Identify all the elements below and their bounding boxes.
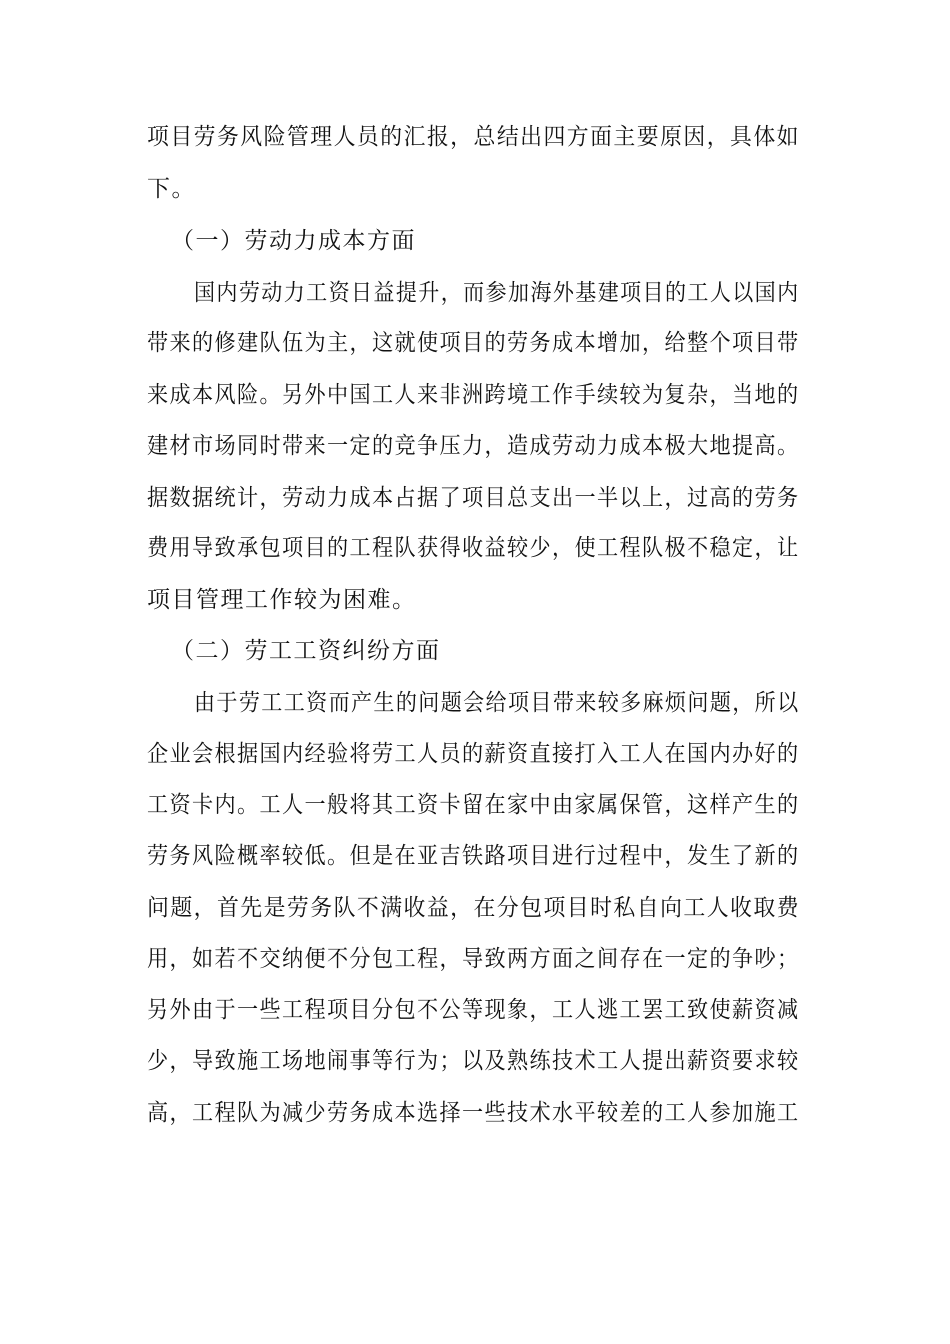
paragraph-2-line-9: 高，工程队为减少劳务成本选择一些技术水平较差的工人参加施工 xyxy=(147,1100,800,1126)
paragraph-1-line-1: 国内劳动力工资日益提升，而参加海外基建项目的工人以国内 xyxy=(194,280,800,306)
paragraph-2-line-4: 劳务风险概率较低。但是在亚吉铁路项目进行过程中，发生了新的 xyxy=(147,843,800,869)
paragraph-intro-line-1: 项目劳务风险管理人员的汇报，总结出四方面主要原因，具体如 xyxy=(147,124,801,150)
paragraph-2-line-7: 另外由于一些工程项目分包不公等现象，工人逃工罢工致使薪资减 xyxy=(147,997,800,1023)
paragraph-1-line-5: 据数据统计，劳动力成本占据了项目总支出一半以上，过高的劳务 xyxy=(147,485,800,511)
section-heading-labor-cost: （一）劳动力成本方面 xyxy=(171,228,416,254)
paragraph-1-line-2: 带来的修建队伍为主，这就使项目的劳务成本增加，给整个项目带 xyxy=(147,330,800,356)
paragraph-intro-line-2: 下。 xyxy=(147,176,196,202)
paragraph-1-line-4: 建材市场同时带来一定的竞争压力，造成劳动力成本极大地提高。 xyxy=(147,433,800,459)
paragraph-1-line-3: 来成本风险。另外中国工人来非洲跨境工作手续较为复杂，当地的 xyxy=(147,382,800,408)
paragraph-2-line-3: 工资卡内。工人一般将其工资卡留在家中由家属保管，这样产生的 xyxy=(147,792,800,818)
paragraph-1-line-7: 项目管理工作较为困难。 xyxy=(147,587,417,613)
paragraph-2-line-1: 由于劳工工资而产生的问题会给项目带来较多麻烦问题，所以 xyxy=(194,690,800,716)
paragraph-1-line-6: 费用导致承包项目的工程队获得收益较少，使工程队极不稳定，让 xyxy=(147,535,800,561)
paragraph-2-line-8: 少，导致施工场地闹事等行为；以及熟练技术工人提出薪资要求较 xyxy=(147,1048,800,1074)
paragraph-2-line-2: 企业会根据国内经验将劳工人员的薪资直接打入工人在国内办好的 xyxy=(147,741,800,767)
paragraph-2-line-5: 问题，首先是劳务队不满收益，在分包项目时私自向工人收取费 xyxy=(147,895,801,921)
section-heading-wage-dispute: （二）劳工工资纠纷方面 xyxy=(171,638,441,664)
paragraph-2-line-6: 用，如若不交纳便不分包工程，导致两方面之间存在一定的争吵； xyxy=(147,946,800,972)
